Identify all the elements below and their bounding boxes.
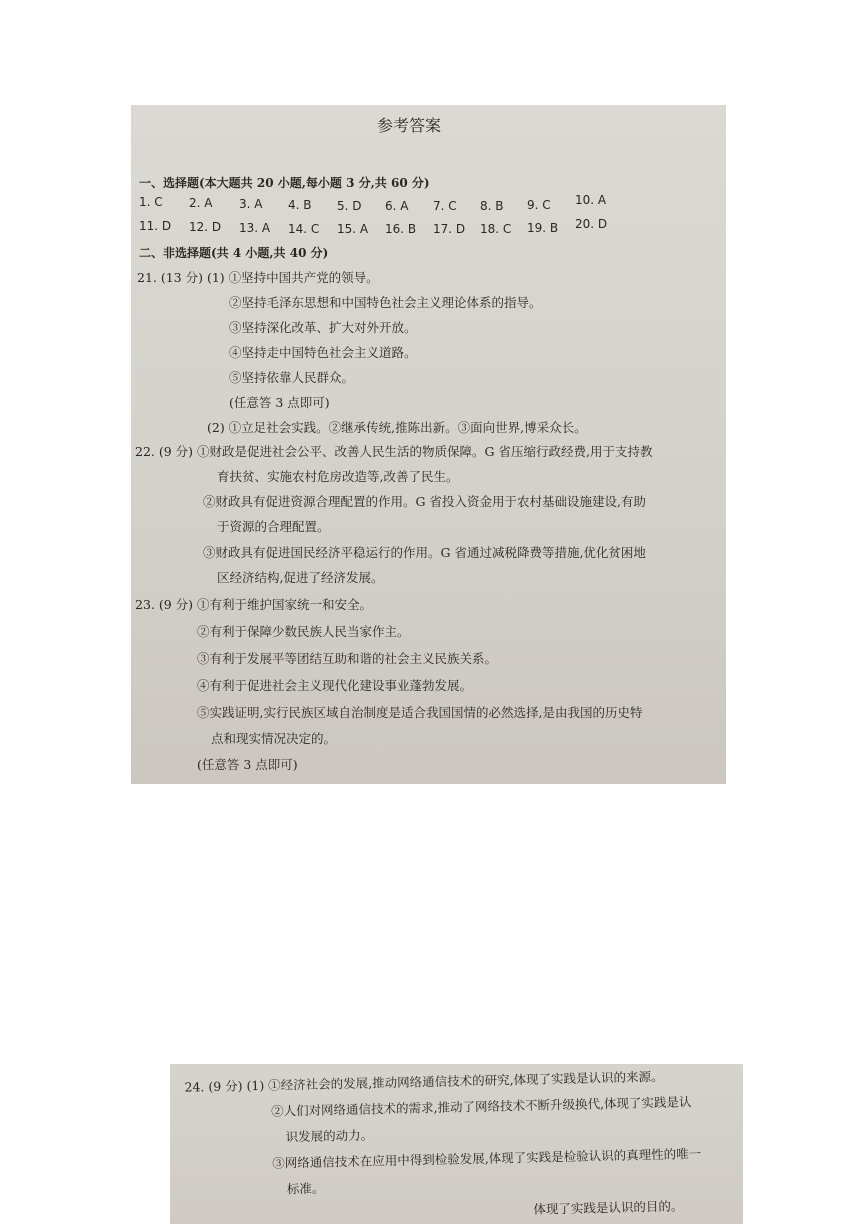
q23-line: ②有利于保障少数民族人民当家作主。 (197, 624, 410, 639)
answer-item: 10. A (575, 193, 607, 207)
q22-line: ②财政具有促进资源合理配置的作用。G 省投入资金用于农村基础设施建设,有助 (203, 494, 646, 509)
answer-item: 4. B (288, 198, 312, 212)
answer-item: 18. C (480, 222, 512, 236)
page-title: 参考答案 (377, 116, 442, 135)
q21-part2: (2) ①立足社会实践。②继承传统,推陈出新。③面向世界,博采众长。 (207, 420, 587, 435)
q21-line: ⑤坚持依靠人民群众。 (229, 370, 355, 385)
q23-line: ③有利于发展平等团结互助和谐的社会主义民族关系。 (197, 651, 498, 666)
answer-item: 16. B (385, 222, 417, 236)
answer-key-photo-1 (131, 105, 726, 784)
q21-line: 21. (13 分) (1) ①坚持中国共产党的领导。 (137, 270, 379, 285)
answer-item: 8. B (480, 199, 504, 213)
answer-item: 9. C (527, 198, 551, 212)
q24-line: 体现了实践是认识的目的。 (533, 1198, 684, 1217)
q22-line: 育扶贫、实施农村危房改造等,改善了民生。 (217, 469, 459, 484)
q23-line: 23. (9 分) ①有利于维护国家统一和安全。 (135, 597, 373, 612)
answer-item: 13. A (239, 221, 271, 235)
answer-item: 5. D (337, 199, 362, 213)
q21-line: ④坚持走中国特色社会主义道路。 (229, 345, 417, 360)
answer-item: 20. D (575, 217, 608, 231)
q24-line: ③网络通信技术在应用中得到检验发展,体现了实践是检验认识的真理性的唯一 (272, 1145, 702, 1171)
answer-item: 11. D (139, 219, 172, 233)
q23-line: 点和现实情况决定的。 (211, 731, 337, 746)
answer-item: 3. A (239, 197, 263, 211)
q22-line: 于资源的合理配置。 (217, 519, 330, 534)
q24-line: 识发展的动力。 (285, 1127, 374, 1145)
answer-item: 6. A (385, 199, 409, 213)
answer-item: 12. D (189, 220, 222, 234)
q23-line: ⑤实践证明,实行民族区域自治制度是适合我国国情的必然选择,是由我国的历史特 (197, 705, 643, 720)
q24-line: 标准。 (286, 1180, 325, 1197)
q22-line: ③财政具有促进国民经济平稳运行的作用。G 省通过减税降费等措施,优化贫困地 (203, 545, 646, 560)
q23-line: ④有利于促进社会主义现代化建设事业蓬勃发展。 (197, 678, 473, 693)
q22-line: 区经济结构,促进了经济发展。 (217, 570, 384, 585)
answer-item: 7. C (433, 199, 457, 213)
answer-item: 17. D (433, 222, 466, 236)
q21-line: ③坚持深化改革、扩大对外开放。 (229, 320, 417, 335)
answer-key-photo-2 (170, 1064, 743, 1224)
q24-line: 24. (9 分) (1) ①经济社会的发展,推动网络通信技术的研究,体现了实践是认识的来源。 (184, 1068, 664, 1095)
section1-heading: 一、选择题(本大题共 20 小题,每小题 3 分,共 60 分) (139, 176, 430, 190)
answer-item: 15. A (337, 222, 369, 236)
q23-note: (任意答 3 点即可) (197, 757, 298, 772)
answer-item: 19. B (527, 221, 559, 235)
section2-heading: 二、非选择题(共 4 小题,共 40 分) (139, 246, 329, 260)
answer-item: 14. C (288, 222, 320, 236)
answer-item: 2. A (189, 196, 213, 210)
q22-line: 22. (9 分) ①财政是促进社会公平、改善人民生活的物质保障。G 省压缩行政经费,用于支持教 (135, 444, 653, 459)
q21-line: ②坚持毛泽东思想和中国特色社会主义理论体系的指导。 (229, 295, 542, 310)
q24-line: ②人们对网络通信技术的需求,推动了网络技术不断升级换代,体现了实践是认 (270, 1094, 692, 1119)
q21-note: (任意答 3 点即可) (229, 395, 330, 410)
answer-item: 1. C (139, 195, 163, 209)
